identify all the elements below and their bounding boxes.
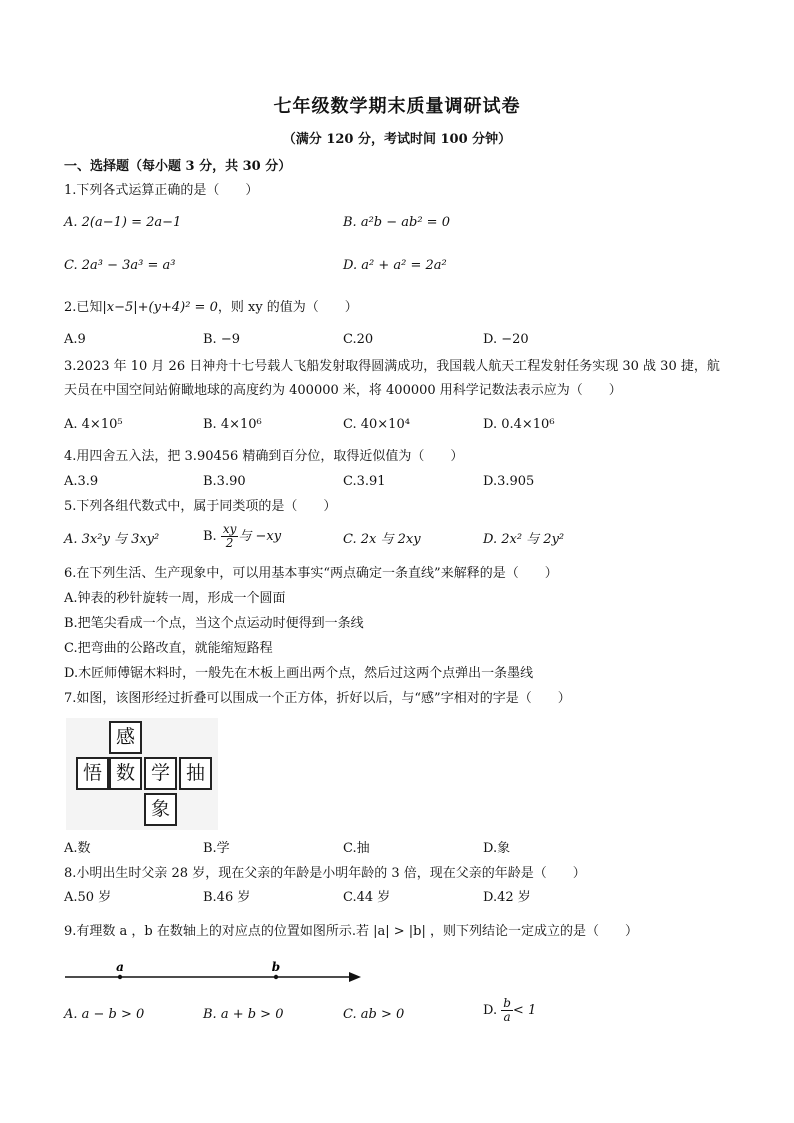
q9-option-d-prefix: D. — [483, 1003, 498, 1018]
q6-stem: 6.在下列生活、生产现象中，可以用基本事实“两点确定一条直线”来解释的是（ ） — [64, 566, 558, 581]
q9-option-d-fraction — [501, 997, 513, 1024]
q9-option-d-suffix: < 1 — [512, 1003, 537, 1018]
section-heading: 一、选择题（每小题 3 分，共 30 分） — [64, 159, 292, 174]
q5-option-d: D. 2x² 与 2y² — [483, 532, 565, 547]
cube-net-figure — [66, 718, 218, 830]
q2-stem-pre: 2.已知 — [64, 300, 103, 315]
q7-option-a: A.数 — [64, 841, 91, 856]
q4-option-c: C.3.91 — [343, 474, 386, 489]
fraction-denominator: a — [503, 1010, 511, 1024]
page-title: 七年级数学期末质量调研试卷 — [273, 96, 521, 117]
cube-net-cell-bottom: 象 — [144, 793, 177, 826]
number-line-arrow-icon — [349, 972, 361, 982]
q2-option-b: B. −9 — [203, 332, 240, 347]
page-subtitle: （满分 120 分，考试时间 100 分钟） — [282, 132, 512, 147]
q5-option-b-fraction — [221, 523, 239, 550]
q7-option-c: C.抽 — [343, 841, 370, 856]
q2-stem — [64, 299, 358, 317]
q3-option-a: A. 4×10⁵ — [64, 417, 123, 432]
q2-option-a: A.9 — [64, 332, 86, 347]
q4-option-d: D.3.905 — [483, 474, 535, 489]
q5-stem: 5.下列各组代数式中，属于同类项的是（ ） — [64, 499, 337, 514]
q5-option-b-prefix: B. — [203, 529, 217, 544]
q9-option-a: A. a − b > 0 — [64, 1007, 145, 1022]
q3-option-b: B. 4×10⁶ — [203, 417, 262, 432]
q3-option-c: C. 40×10⁴ — [343, 417, 410, 432]
q2-option-c: C.20 — [343, 332, 374, 347]
q1-option-c: C. 2a³ − 3a³ = a³ — [64, 258, 176, 273]
q6-option-c: C.把弯曲的公路改直，就能缩短路程 — [64, 641, 273, 656]
point-a-label: a — [116, 960, 124, 974]
q1-stem: 1.下列各式运算正确的是（ ） — [64, 183, 259, 198]
q2-option-d: D. −20 — [483, 332, 529, 347]
q8-option-d: D.42 岁 — [483, 890, 531, 905]
q1-option-d: D. a² + a² = 2a² — [343, 258, 447, 273]
q6-option-d: D.木匠师傅锯木料时，一般先在木板上画出两个点，然后过这两个点弹出一条墨线 — [64, 666, 534, 681]
q4-option-b: B.3.90 — [203, 474, 246, 489]
q9-option-c: C. ab > 0 — [343, 1007, 405, 1022]
q3-stem-line1: 3.2023 年 10 月 26 日神舟十七号载人飞船发射取得圆满成功，我国载人航天工程发射任务实现 30 战 30 捷，航 — [64, 359, 720, 374]
q2-stem-post: ，则 xy 的值为（ ） — [217, 300, 358, 315]
cube-net-cell-4: 抽 — [179, 757, 212, 790]
cube-net-cell-1: 悟 — [76, 757, 109, 790]
q7-option-b: B.学 — [203, 841, 230, 856]
cube-net-cell-2: 数 — [109, 757, 142, 790]
q7-option-d: D.象 — [483, 841, 511, 856]
q9-option-b: B. a + b > 0 — [203, 1007, 284, 1022]
q8-stem: 8.小明出生时父亲 28 岁，现在父亲的年龄是小明年龄的 3 倍，现在父亲的年龄是（ ） — [64, 866, 586, 881]
q5-option-c: C. 2x 与 2xy — [343, 532, 421, 547]
q7-stem: 7.如图，该图形经过折叠可以围成一个正方体，折好以后，与“感”字相对的字是（ ） — [64, 691, 571, 706]
q3-stem-line2: 天员在中国空间站俯瞰地球的高度约为 400000 米，将 400000 用科学记数法表示应为（ ） — [64, 383, 622, 398]
cube-net-cell-top: 感 — [109, 721, 142, 754]
q6-option-a: A.钟表的秒针旋转一周，形成一个圆面 — [64, 591, 286, 606]
fraction-numerator: b — [503, 996, 511, 1010]
q8-option-a: A.50 岁 — [64, 890, 112, 905]
q5-option-b — [203, 523, 281, 550]
point-a — [118, 975, 122, 979]
q8-option-b: B.46 岁 — [203, 890, 251, 905]
point-b — [274, 975, 278, 979]
q9-option-d — [483, 997, 536, 1024]
q4-stem: 4.用四舍五入法，把 3.90456 精确到百分位，取得近似值为（ ） — [64, 449, 464, 464]
q1-option-b: B. a²b − ab² = 0 — [343, 215, 450, 230]
point-b-label: b — [271, 960, 281, 974]
fraction-numerator: xy — [222, 522, 237, 536]
q5-option-b-suffix: 与 −xy — [238, 529, 282, 544]
q8-option-c: C.44 岁 — [343, 890, 391, 905]
q6-option-b: B.把笔尖看成一个点，当这个点运动时便得到一条线 — [64, 616, 364, 631]
q4-option-a: A.3.9 — [64, 474, 99, 489]
q1-option-a: A. 2(a−1) = 2a−1 — [64, 215, 182, 230]
cube-net-cell-3: 学 — [144, 757, 177, 790]
q5-option-a: A. 3x²y 与 3xy² — [64, 532, 160, 547]
q3-option-d: D. 0.4×10⁶ — [483, 417, 555, 432]
fraction-denominator: 2 — [225, 536, 234, 550]
q2-stem-math: |x−5|+(y+4)² = 0 — [102, 300, 218, 315]
number-line-figure — [63, 960, 363, 990]
q9-stem: 9.有理数 a ，b 在数轴上的对应点的位置如图所示.若 |a| > |b| ，则下列结论一定成立的是（ ） — [64, 924, 639, 939]
